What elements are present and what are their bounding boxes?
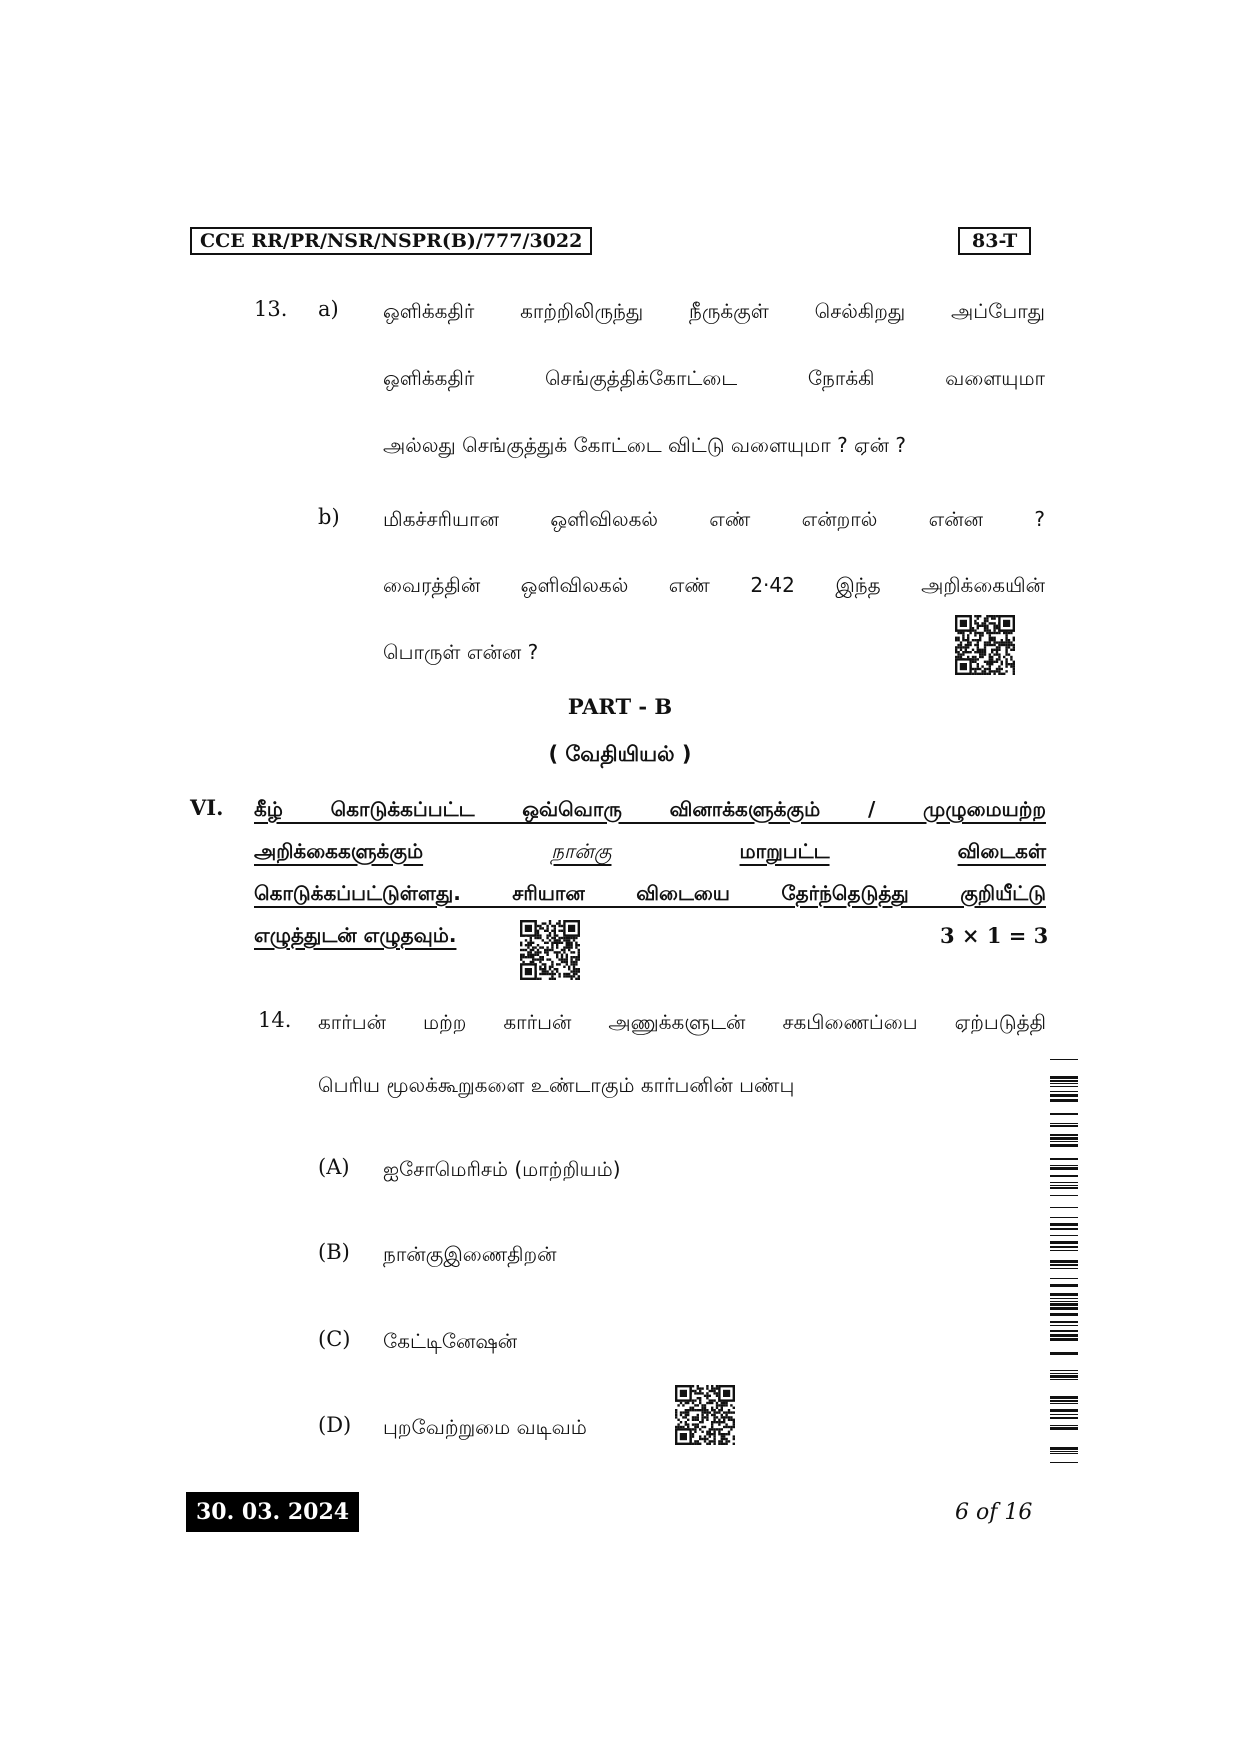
q13b-line-3: பொருள் என்ன ? xyxy=(383,640,539,664)
option-d-label: (D) xyxy=(318,1413,352,1437)
question-13-number: 13. xyxy=(254,297,288,321)
qr-code-icon xyxy=(955,615,1015,675)
section-word: விடைகள் xyxy=(957,839,1046,863)
section-word-emphasis: நான்கு xyxy=(551,839,612,863)
section-roman: VI. xyxy=(190,795,224,820)
q13a-line-3: அல்லது செங்குத்துக் கோட்டை விட்டு வளையுமா ? ஏன் ? xyxy=(383,433,906,457)
subject-code: 83-T xyxy=(958,227,1031,255)
section-word: அறிக்கைகளுக்கும் xyxy=(254,839,424,863)
option-b-label: (B) xyxy=(318,1240,350,1264)
section-instruction-line-3: கொடுக்கப்பட்டுள்ளது. சரியான விடையை தேர்ந்தெடுத்து குறியீட்டு xyxy=(254,881,1046,905)
q13a-line-2: ஒளிக்கதிர் செங்குத்திக்கோட்டை நோக்கி வளையுமா xyxy=(383,366,1045,390)
paper-code: CCE RR/PR/NSR/NSPR(B)/777/3022 xyxy=(190,227,592,255)
option-a-label: (A) xyxy=(318,1155,350,1179)
option-b-text: நான்குஇணைதிறன் xyxy=(383,1242,557,1266)
option-c-text: கேட்டினேஷன் xyxy=(383,1329,518,1353)
qr-code-icon xyxy=(675,1385,735,1445)
q13-part-b-label: b) xyxy=(318,505,340,529)
section-instruction-line-4: எழுத்துடன் எழுதவும். xyxy=(254,923,457,947)
q14-line-2: பெரிய மூலக்கூறுகளை உண்டாகும் கார்பனின் பண்பு xyxy=(318,1073,795,1097)
q14-line-1: கார்பன் மற்ற கார்பன் அணுக்களுடன் சகபிணைப்பை ஏற்படுத்தி xyxy=(318,1010,1046,1034)
section-instruction-line-1: கீழ் கொடுக்கப்பட்ட ஒவ்வொரு வினாக்களுக்கும் / முழுமையற்ற xyxy=(254,797,1046,821)
option-d-text: புறவேற்றுமை வடிவம் xyxy=(383,1415,587,1439)
q13b-line-1: மிகச்சரியான ஒளிவிலகல் எண் என்றால் என்ன ? xyxy=(383,507,1045,531)
option-c-label: (C) xyxy=(318,1327,351,1351)
qr-code-icon xyxy=(520,920,580,980)
q13a-line-1: ஒளிக்கதிர் காற்றிலிருந்து நீருக்குள் செல்கிறது அப்போது xyxy=(383,299,1045,323)
exam-date: 30. 03. 2024 xyxy=(186,1492,359,1532)
part-title: PART - B xyxy=(567,694,673,719)
section-instruction-line-2 xyxy=(254,837,1046,865)
q13-part-a-label: a) xyxy=(318,297,339,321)
option-a-text: ஐசோமெரிசம் (மாற்றியம்) xyxy=(383,1157,621,1181)
page-number: 6 of 16 xyxy=(955,1500,1033,1525)
part-subtitle: ( வேதியியல் ) xyxy=(548,742,692,766)
q13b-line-2: வைரத்தின் ஒளிவிலகல் எண் 2·42 இந்த அறிக்கையின் xyxy=(383,573,1045,597)
section-marks: 3 × 1 = 3 xyxy=(940,923,1049,948)
question-14-number: 14. xyxy=(258,1008,292,1032)
barcode-icon xyxy=(1050,1055,1078,1465)
section-word: மாறுபட்ட xyxy=(739,839,830,863)
